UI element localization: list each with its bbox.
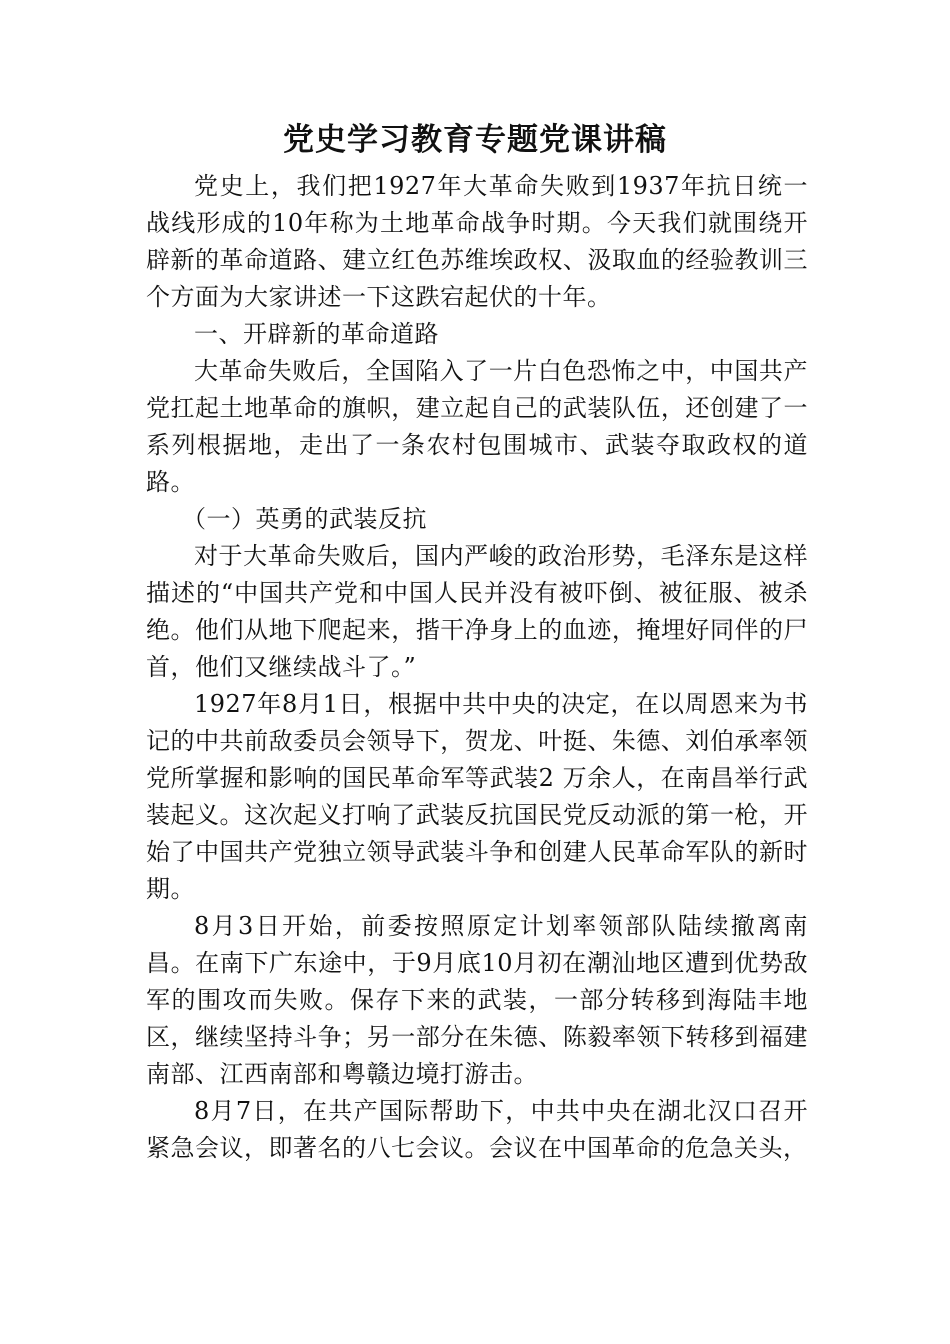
document-body	[146, 168, 808, 1167]
quote-paragraph: 对于大革命失败后，国内严峻的政治形势，毛泽东是这样描述的“中国共产党和中国人民并没有被吓倒、被征服、被杀绝。他们从地下爬起来，揩干净身上的血迹，掩埋好同伴的尸首，他们又继续战斗了。”	[146, 542, 808, 681]
august-seventh-paragraph: 8月7日，在共产国际帮助下，中共中央在湖北汉口召开紧急会议，即著名的八七会议。会议在中国革命的危急关头，	[146, 1097, 808, 1162]
section-1-paragraph: 大革命失败后，全国陷入了一片白色恐怖之中，中国共产党扛起土地革命的旗帜，建立起自己的武装队伍，还创建了一系列根据地，走出了一条农村包围城市、武装夺取政权的道路。	[146, 357, 808, 496]
intro-paragraph: 党史上，我们把1927年大革命失败到1937年抗日统一战线形成的10年称为土地革命战争时期。今天我们就围绕开辟新的革命道路、建立红色苏维埃政权、汲取血的经验教训三个方面为大家讲述一下这跌宕起伏的十年。	[146, 172, 808, 311]
document-title: 党史学习教育专题党课讲稿	[283, 122, 667, 158]
section-heading-1: 一、开辟新的革命道路	[194, 320, 439, 348]
withdrawal-paragraph: 8月3日开始，前委按照原定计划率领部队陆续撤离南昌。在南下广东途中，于9月底10月初在潮汕地区遭到优势敌军的围攻而失败。保存下来的武装，一部分转移到海陆丰地区，继续坚持斗争；另一部分在朱德、陈毅率领下转移到福建南部、江西南部和粤赣边境打游击。	[146, 912, 808, 1088]
nanchang-uprising-paragraph: 1927年8月1日，根据中共中央的决定，在以周恩来为书记的中共前敌委员会领导下，贺龙、叶挺、朱德、刘伯承率领党所掌握和影响的国民革命军等武装2 万余人，在南昌举行武装起义。这次起义打响了武装反抗国民党反动派的第一枪，开始了中国共产党独立领导武装斗争和创建人民革命军队的新时期。	[146, 690, 808, 903]
subsection-heading-1: （一）英勇的武装反抗	[182, 505, 427, 533]
